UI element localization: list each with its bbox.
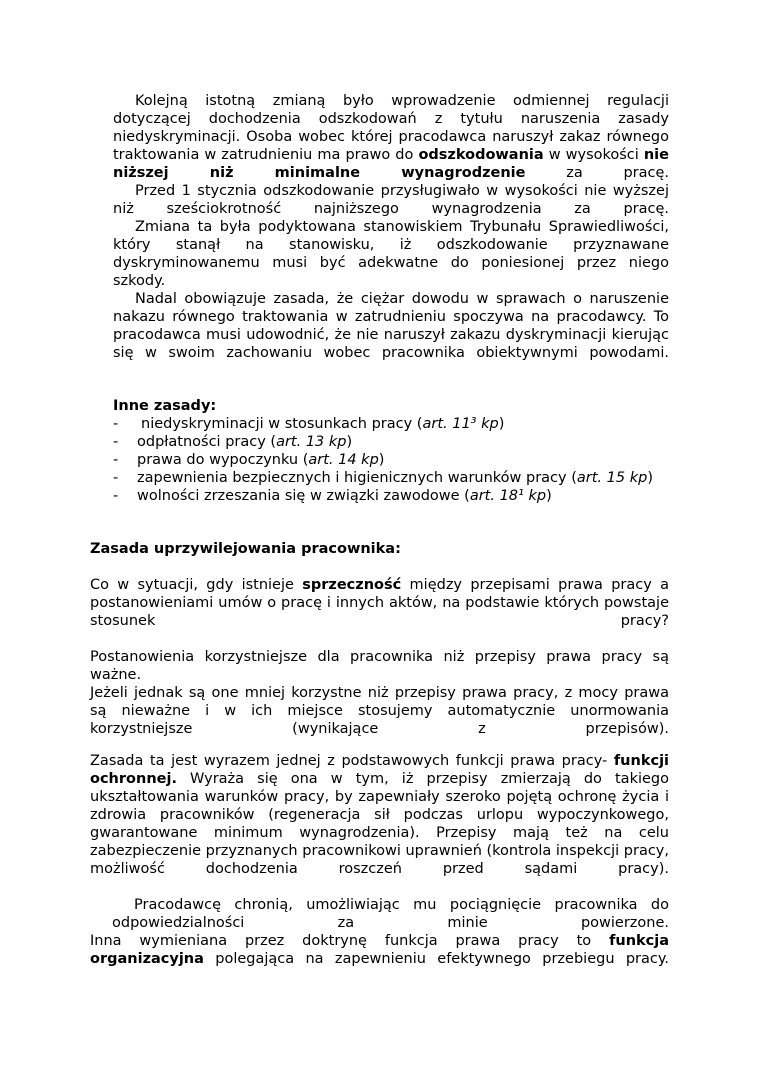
paragraph-trybunal: Zmiana ta była podyktowana stanowiskiem Trybunału Sprawiedliwości, który stanął na stanowisku, iż odszkodowanie przyznawane dyskryminowanemu musi być adekwatne do poniesionej przez niego szkody. xyxy=(113,219,669,289)
list-item: - odpłatności pracy (art. 13 kp) xyxy=(113,434,353,450)
list-item: - prawa do wypoczynku (art. 14 kp) xyxy=(113,452,385,468)
list-item: - wolności zrzeszania się w związki zawodowe (art. 18¹ kp) xyxy=(113,488,552,504)
paragraph-question: Co w sytuacji, gdy istnieje sprzeczność między przepisami prawa pracy a postanowieniami umów o pracę i innych aktów, na podstawie których powstaje stosunek pracy? xyxy=(90,577,670,629)
section-niedyskryminacja xyxy=(113,92,669,362)
inne-zasady-heading: Inne zasady: xyxy=(113,398,217,414)
paragraph-funkcja-ochronna: Zasada ta jest wyrazem jednej z podstawowych funkcji prawa pracy- funkcji ochronnej. Wyraża się ona w tym, iż przepisy zmierzają do takiego ukształtowania warunków pracy, by zapewniały szeroko pojętą ochronę życia i zdrowia pracowników (regeneracja sił podczas urlopu wypoczynkowego, gwarantowane minimum wynagrodzenia). Przepisy mają też na celu zabezpieczenie przyznanych pracownikowi uprawnień (kontrola inspekcji pracy, możliwość dochodzenia roszczeń przed sądami pracy). xyxy=(90,753,670,877)
paragraph-wazne: Postanowienia korzystniejsze dla pracownika niż przepisy prawa pracy są ważne. xyxy=(90,649,669,683)
section-inne-zasady xyxy=(113,397,669,415)
paragraph-pracodawca: Pracodawcę chronią, umożliwiając mu pociągnięcie pracownika do odpowiedzialności za minie powierzone. xyxy=(112,897,669,931)
paragraph-ciezar-dowodu: Nadal obowiązuje zasada, że ciężar dowodu w sprawach o naruszenie nakazu równego traktowania w zatrudnieniu spoczywa na pracodawcy. To pracodawca musi udowodnić, że nie naruszył zakazu dyskryminacji kierując się w swoim zachowaniu wobec pracownika obiektywnymi powodami. xyxy=(113,291,669,361)
paragraph-funkcja-organizacyjna: Inna wymieniana przez doktrynę funkcja prawa pracy to funkcja organizacyjna polegająca na zapewnieniu efektywnego przebiegu pracy. xyxy=(90,933,670,967)
section-heading: Zasada uprzywilejowania pracownika: xyxy=(90,541,401,557)
paragraph-niewazne: Jeżeli jednak są one mniej korzystne niż przepisy prawa pracy, z mocy prawa są nieważne i w ich miejsce stosujemy automatycznie unormowania korzystniejsze (wynikające z przepisów). xyxy=(90,685,669,737)
paragraph-przed-1-stycznia: Przed 1 stycznia odszkodowanie przysługiwało w wysokości nie wyższej niż sześciokrotność najniższego wynagrodzenia za pracę. xyxy=(113,183,669,217)
list-item: - zapewnienia bezpiecznych i higienicznych warunków pracy (art. 15 kp) xyxy=(113,470,653,486)
list-item: - niedyskryminacji w stosunkach pracy (art. 11³ kp) xyxy=(113,416,505,432)
inne-zasady-list xyxy=(113,415,669,505)
paragraph-odszkodowanie: Kolejną istotną zmianą było wprowadzenie odmiennej regulacji dotyczącej dochodzenia odszkodowań z tytułu naruszenia zasady niedyskryminacji. Osoba wobec której pracodawca naruszył zakaz równego traktowania w zatrudnieniu ma prawo do odszkodowania w wysokości nie niższej niż minimalne wynagrodzenie za pracę. xyxy=(113,93,669,181)
section-uprzywilejowanie xyxy=(90,540,669,558)
paragraph-postanowienia xyxy=(90,648,669,738)
